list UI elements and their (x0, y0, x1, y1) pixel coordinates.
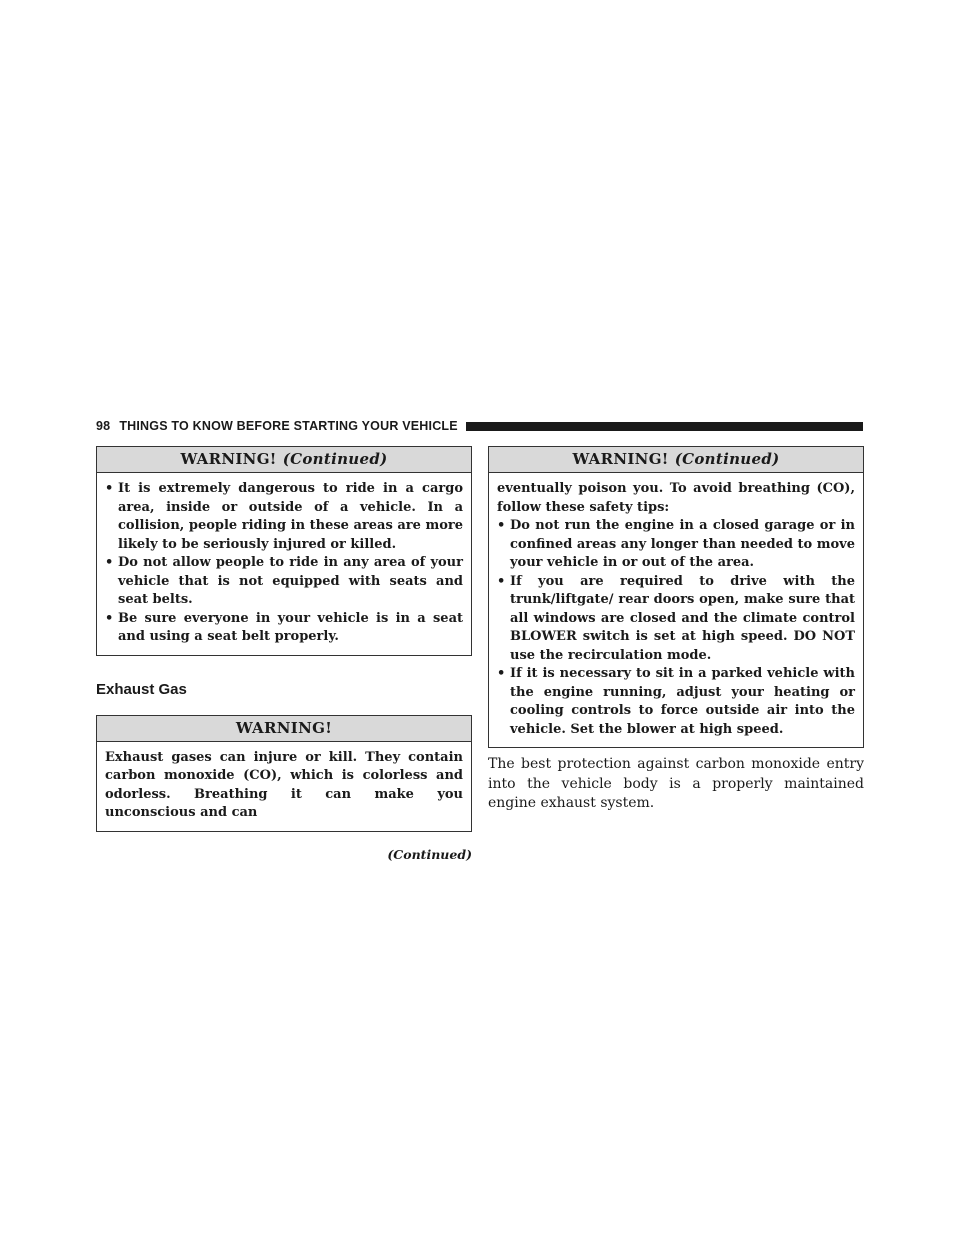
page-number: 98 (96, 419, 111, 433)
warning-title: WARNING! (235, 718, 333, 737)
warning-bullet: • If it is necessary to sit in a parked vehicle with the engine running, adjust your heating or cooling controls to force outside air into the vehicle. Set the blower at high speed. (497, 665, 855, 739)
warning-title: WARNING! (572, 450, 669, 468)
warning-box-exhaust-continued (488, 446, 864, 748)
warning-intro: eventually poison you. To avoid breathing (CO), follow these safety tips: (497, 481, 855, 515)
warning-box-cargo (96, 446, 472, 656)
warning-body (97, 473, 471, 655)
warning-header (97, 447, 471, 473)
left-column (96, 446, 472, 862)
header-rule (466, 422, 863, 431)
warning-bullet-list (497, 517, 855, 739)
subheading-exhaust-gas: Exhaust Gas (96, 680, 187, 698)
section-title: THINGS TO KNOW BEFORE STARTING YOUR VEHICLE (119, 419, 458, 433)
warning-bullet: • Do not allow people to ride in any area of your vehicle that is not equipped with seats and seat belts. (105, 554, 463, 610)
warning-body (97, 742, 471, 831)
warning-title: WARNING! (180, 450, 277, 468)
continued-label: (Continued) (387, 846, 472, 862)
warning-bullet-list (105, 480, 463, 647)
warning-box-exhaust (96, 715, 472, 832)
warning-header (489, 447, 863, 473)
warning-bullet: • Be sure everyone in your vehicle is in a seat and using a seat belt properly. (105, 610, 463, 647)
warning-continued-label: (Continued) (282, 450, 388, 468)
warning-text: Exhaust gases can injure or kill. They contain carbon monoxide (CO), which is colorless and odorless. Breathing it can make you unconscious and can (105, 749, 463, 820)
warning-bullet: • Do not run the engine in a closed garage or in confined areas any longer than needed to move your vehicle in or out of the area. (497, 517, 855, 573)
warning-bullet: • If you are required to drive with the trunk/liftgate/ rear doors open, make sure that all windows are closed and the climate control BLOWER switch is set at high speed. DO NOT use the recirculation mode. (497, 573, 855, 666)
body-paragraph: The best protection against carbon monoxide entry into the vehicle body is a properly maintained engine exhaust system. (488, 756, 864, 811)
page-header (96, 417, 863, 435)
warning-continued-label: (Continued) (674, 450, 780, 468)
warning-body (489, 473, 863, 747)
warning-bullet: • It is extremely dangerous to ride in a cargo area, inside or outside of a vehicle. In a collision, people riding in these areas are more likely to be seriously injured or killed. (105, 480, 463, 554)
warning-header (97, 716, 471, 742)
right-column (488, 446, 864, 814)
